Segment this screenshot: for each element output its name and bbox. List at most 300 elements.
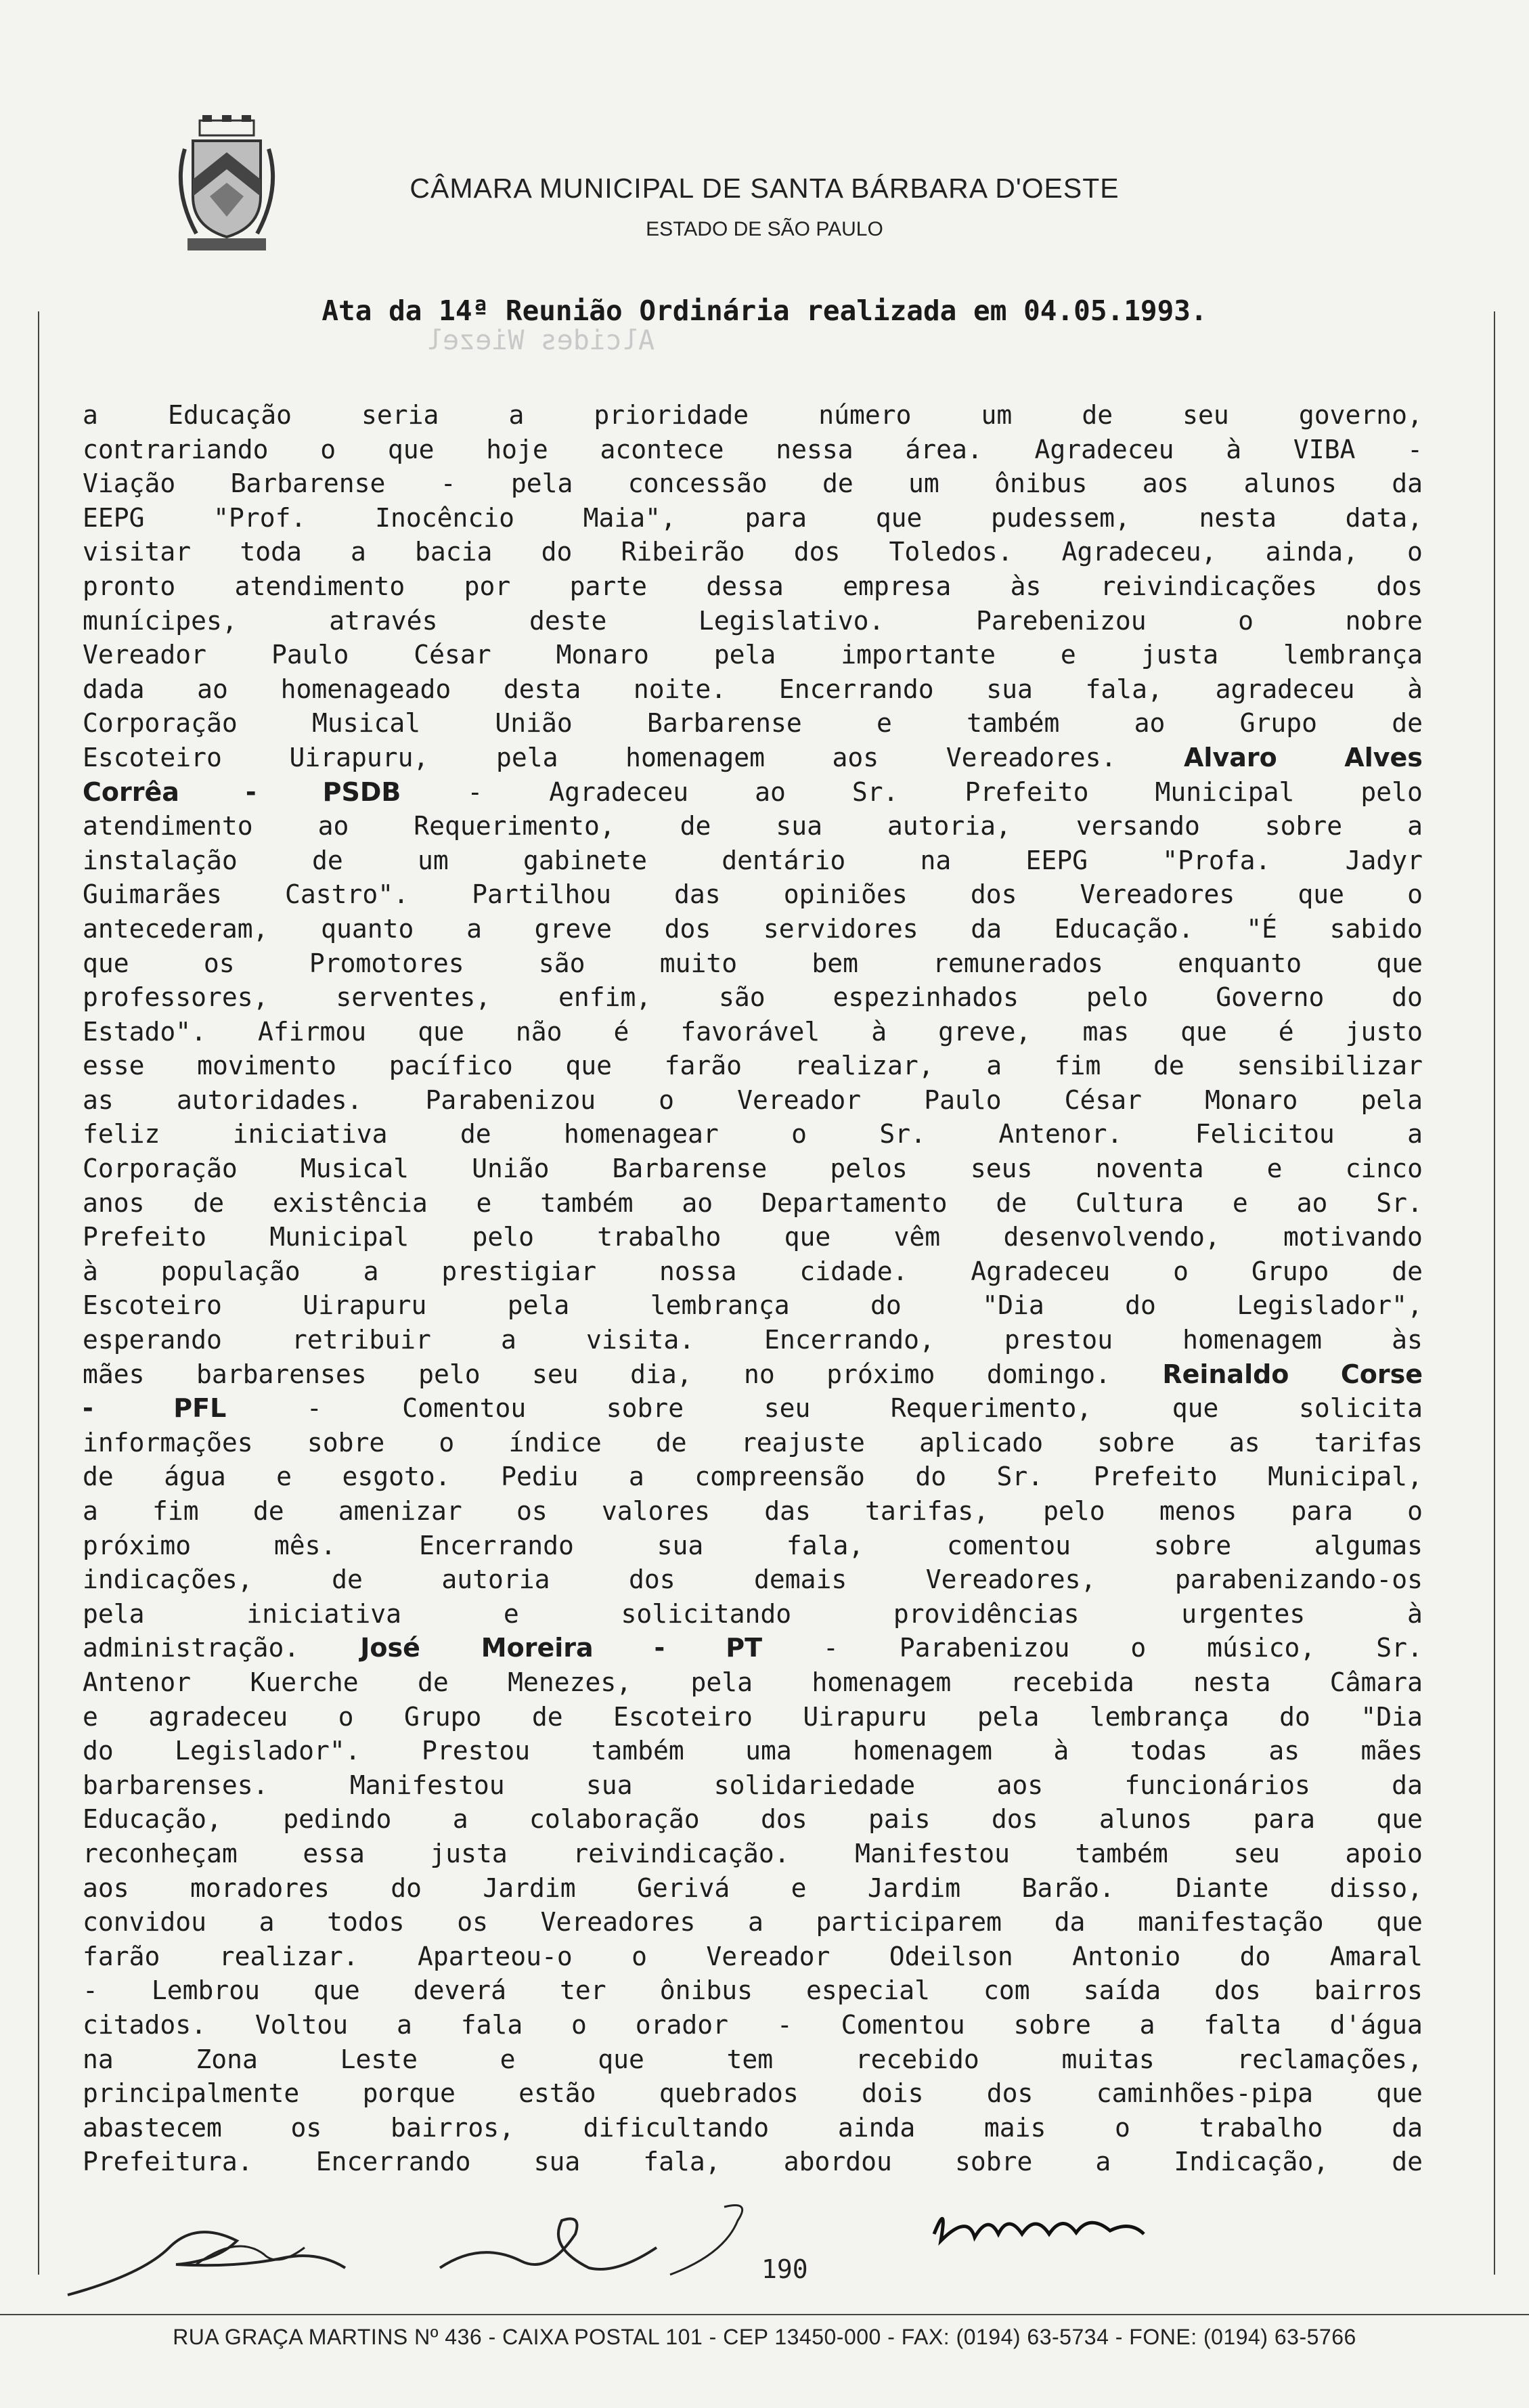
text-line	[83, 1973, 1423, 2008]
word: Departamento	[761, 1187, 948, 1218]
word: que	[875, 502, 923, 533]
word: a	[1407, 811, 1423, 841]
word: que	[387, 434, 435, 464]
word: bairros	[1314, 1975, 1423, 2006]
word: Agradeceu	[1034, 434, 1174, 464]
word: tarifas	[1314, 1427, 1423, 1458]
word: data,	[1345, 502, 1423, 533]
word: de	[1392, 1256, 1423, 1286]
word: do	[1279, 1701, 1310, 1732]
word: que	[1376, 1907, 1423, 1938]
word: os	[457, 1907, 488, 1938]
word: citados.	[83, 2009, 207, 2040]
word: Sr.	[996, 1462, 1044, 1492]
word: do	[915, 1462, 947, 1492]
word: realizar.	[219, 1941, 359, 1971]
word: às	[1392, 1325, 1423, 1355]
word: pela	[83, 1598, 145, 1629]
word: Agradeceu	[971, 1256, 1111, 1286]
word: noite.	[633, 674, 727, 704]
word: reconheçam	[83, 1838, 238, 1868]
word: por	[464, 571, 511, 601]
word: Viação	[83, 468, 176, 499]
footer-address: RUA GRAÇA MARTINS Nº 436 - CAIXA POSTAL 101 - CEP 13450-000 - FAX: (0194) 63-5734 - FONE: (0194) 63-5766	[173, 2325, 1356, 2349]
word: à	[1407, 674, 1423, 704]
word: informações	[83, 1427, 253, 1458]
left-margin-line	[38, 311, 39, 2275]
word: iniciativa	[246, 1598, 402, 1629]
word: também	[591, 1736, 684, 1766]
word: Maia",	[583, 502, 676, 533]
right-margin-line	[1494, 311, 1495, 2275]
text-line	[83, 2076, 1423, 2111]
text-line	[83, 1871, 1423, 1906]
text-line	[83, 501, 1423, 535]
word: a	[508, 400, 525, 430]
word: Escoteiro	[83, 1290, 222, 1321]
word: Prestou	[422, 1736, 531, 1766]
speaker-name-word: PSDB	[322, 776, 401, 807]
word: greve,	[938, 1016, 1032, 1047]
word: feliz	[83, 1119, 160, 1150]
word: domingo.	[986, 1359, 1111, 1389]
text-line	[83, 1220, 1423, 1254]
word: às	[1010, 571, 1042, 601]
word: dos	[628, 1564, 675, 1595]
word: sua	[585, 1770, 633, 1800]
word: dos	[761, 1804, 807, 1835]
word: próximo	[83, 1530, 192, 1560]
speaker-name-word: PFL	[173, 1393, 227, 1424]
word: de	[83, 1462, 114, 1492]
word: das	[674, 879, 721, 910]
word: Vereador	[83, 640, 207, 670]
word: mães	[83, 1359, 145, 1389]
word: também	[1075, 1838, 1168, 1868]
word: providências	[893, 1598, 1080, 1629]
word: deverá	[413, 1975, 507, 2006]
word: o	[1130, 1633, 1147, 1663]
word: funcionários	[1124, 1770, 1310, 1800]
word: à	[83, 1256, 98, 1286]
text-line	[83, 1083, 1423, 1118]
word: -	[440, 468, 456, 499]
word: mês.	[273, 1530, 336, 1560]
word: nobre	[1345, 605, 1423, 636]
word: os	[516, 1496, 548, 1526]
word: e	[503, 1598, 519, 1629]
word: instalação	[83, 845, 238, 875]
word: Encerrando	[419, 1530, 574, 1560]
word: é	[1278, 1016, 1294, 1047]
word: dois	[862, 2078, 924, 2109]
word: sobre	[1153, 1530, 1232, 1560]
word: homenagem	[853, 1736, 993, 1766]
word: importante	[841, 640, 996, 670]
word: o	[1407, 879, 1423, 910]
speaker-name-word: -	[654, 1633, 665, 1663]
word: seu	[1182, 400, 1229, 430]
text-line	[83, 946, 1423, 981]
word: da	[1054, 1907, 1086, 1938]
word: um	[417, 845, 449, 875]
word: Vereadores.	[946, 742, 1117, 772]
text-line	[83, 1426, 1423, 1460]
word: acontece	[600, 434, 724, 464]
word: que	[1376, 1804, 1423, 1835]
word: Encerrando,	[764, 1325, 935, 1355]
word: professores,	[83, 982, 269, 1013]
word: reclamações,	[1237, 2044, 1423, 2074]
word: quebrados	[659, 2078, 799, 2109]
word: de	[655, 1427, 687, 1458]
word: visita.	[585, 1325, 695, 1355]
word: sua	[986, 674, 1033, 704]
word: seu	[763, 1393, 811, 1424]
word: também	[967, 708, 1060, 739]
word: Legislador",	[1237, 1290, 1423, 1321]
word: Prefeitura.	[83, 2147, 253, 2177]
word: amenizar	[338, 1496, 462, 1526]
word: remunerados	[933, 948, 1103, 978]
word: fala,	[786, 1530, 864, 1560]
word: ao	[755, 776, 786, 807]
word: dentário	[722, 845, 846, 875]
word: do	[1239, 1941, 1271, 1971]
word: VIBA	[1293, 434, 1356, 464]
word: de	[1392, 2147, 1423, 2177]
word: quanto	[321, 913, 414, 944]
word: farão	[83, 1941, 160, 1971]
word: Educação,	[83, 1804, 222, 1835]
word: Pediu	[501, 1462, 579, 1492]
word: alunos	[1099, 1804, 1193, 1835]
word: pelo	[472, 1222, 535, 1252]
word: e	[1060, 640, 1076, 670]
word: nesta	[1193, 1667, 1271, 1697]
word: Governo	[1216, 982, 1325, 1013]
word: sobre	[1264, 811, 1343, 841]
word: as	[1268, 1736, 1300, 1766]
word: ao	[197, 674, 228, 704]
word: esperando	[83, 1325, 222, 1355]
word: ao	[1134, 708, 1166, 739]
word: agradeceu	[148, 1701, 288, 1732]
word: servidores	[763, 913, 918, 944]
word: greve	[534, 913, 612, 944]
institution-state: ESTADO DE SÃO PAULO	[646, 218, 883, 240]
word: seus	[970, 1154, 1033, 1184]
word: lembrança	[1283, 640, 1423, 670]
word: dos	[664, 913, 711, 944]
word: e	[876, 708, 892, 739]
word: a	[363, 1256, 379, 1286]
word: pelo	[418, 1359, 481, 1389]
word: bacia	[415, 537, 493, 567]
word: abastecem	[83, 2112, 222, 2143]
word: Prefeito	[83, 1222, 207, 1252]
word: enquanto	[1178, 948, 1302, 978]
word: Partilhou	[472, 879, 611, 910]
word: o	[1115, 2112, 1130, 2143]
word: de	[332, 1564, 363, 1595]
word: seu	[532, 1359, 579, 1389]
word: na	[83, 2044, 114, 2074]
word: Indicação,	[1174, 2147, 1329, 2177]
word: algumas	[1314, 1530, 1423, 1560]
word: Monaro	[1205, 1085, 1298, 1115]
word: antecederam,	[83, 913, 269, 944]
word: cinco	[1345, 1154, 1423, 1184]
word: reajuste	[740, 1427, 865, 1458]
word: participarem	[816, 1907, 1002, 1938]
word: urgentes	[1181, 1598, 1306, 1629]
word: Requerimento,	[890, 1393, 1092, 1424]
word: trabalho	[597, 1222, 722, 1252]
word: do	[1392, 982, 1423, 1013]
word: não	[515, 1016, 562, 1047]
word: pelos	[830, 1154, 908, 1184]
bleed-through-text: Alcides Wiezel	[426, 325, 655, 356]
word: abordou	[783, 2147, 892, 2177]
word: Vereadores	[540, 1907, 696, 1938]
word: -	[467, 776, 483, 807]
word: e	[83, 1701, 98, 1732]
word: autoria,	[887, 811, 1011, 841]
word: Grupo	[1251, 1256, 1329, 1286]
word: ainda	[837, 2112, 916, 2143]
word: Antonio	[1072, 1941, 1181, 1971]
word: que	[83, 948, 129, 978]
speaker-name-word: Alves	[1344, 742, 1423, 772]
word: fim	[1054, 1051, 1101, 1081]
word: disso,	[1329, 1873, 1423, 1903]
word: Kuerche	[250, 1667, 359, 1697]
word: governo,	[1298, 400, 1423, 430]
word: população	[160, 1256, 301, 1286]
word: sabido	[1329, 913, 1423, 944]
word: o	[439, 1427, 455, 1458]
page-number: 190	[761, 2254, 808, 2284]
word: prestou	[1004, 1325, 1113, 1355]
word: Corporação	[83, 1154, 238, 1184]
word: do	[870, 1290, 902, 1321]
word: indicações,	[83, 1564, 253, 1595]
word: pela	[977, 1701, 1040, 1732]
word: Vereador	[737, 1085, 862, 1115]
text-line	[83, 1254, 1423, 1289]
word: comentou	[947, 1530, 1071, 1560]
word: mães	[1360, 1736, 1423, 1766]
word: Guimarães	[83, 879, 222, 910]
word: estão	[518, 2078, 596, 2109]
text-line	[83, 2145, 1423, 2179]
text-line	[83, 1357, 1423, 1392]
word: pedindo	[283, 1804, 392, 1835]
word: uma	[745, 1736, 792, 1766]
word: aos	[832, 742, 879, 772]
word: desta	[503, 674, 581, 704]
word: Aparteou-o	[417, 1941, 573, 1971]
word: Educação.	[1054, 913, 1194, 944]
minutes-body	[83, 398, 1423, 2179]
word: que	[313, 1975, 360, 2006]
word: reivindicações	[1100, 571, 1317, 601]
word: sobre	[1013, 2009, 1091, 2040]
word: Menezes,	[508, 1667, 632, 1697]
word: as	[83, 1085, 114, 1115]
word: todas	[1130, 1736, 1207, 1766]
text-line	[83, 877, 1423, 912]
word: que	[1172, 1393, 1219, 1424]
word: atendimento	[234, 571, 405, 601]
word: essa	[303, 1838, 365, 1868]
word: apoio	[1345, 1838, 1423, 1868]
word: Barbarense	[612, 1154, 768, 1184]
word: barbarenses	[196, 1359, 367, 1389]
word: desenvolvendo,	[1003, 1222, 1220, 1252]
text-line	[83, 638, 1423, 672]
text-line	[83, 1288, 1423, 1323]
word: nessa	[776, 434, 854, 464]
word: Sr.	[1376, 1633, 1423, 1663]
text-line	[83, 912, 1423, 946]
word: todos	[327, 1907, 405, 1938]
word: seu	[1233, 1838, 1280, 1868]
word: Municipal	[269, 1222, 409, 1252]
word: caminhões-pipa	[1096, 2078, 1314, 2109]
word: que	[418, 1016, 464, 1047]
word: homenagem	[812, 1667, 952, 1697]
speaker-name-word: Corrêa	[83, 776, 179, 807]
word: ao	[317, 811, 349, 841]
word: enfim,	[558, 982, 652, 1013]
word: movimento	[197, 1051, 337, 1081]
word: o	[1407, 1496, 1423, 1526]
word: a	[747, 1907, 763, 1938]
word: gabinete	[523, 845, 647, 875]
word: aplicado	[919, 1427, 1044, 1458]
word: fala	[460, 2009, 523, 2040]
word: aos	[996, 1770, 1044, 1800]
word: aos	[83, 1873, 129, 1903]
word: a	[83, 400, 98, 430]
word: pela	[495, 742, 558, 772]
word: Paulo	[924, 1085, 1002, 1115]
word: de	[252, 1496, 284, 1526]
word: Jardim	[483, 1873, 576, 1903]
word: justa	[1140, 640, 1219, 670]
word: justa	[430, 1838, 508, 1868]
word: Uirapuru	[303, 1290, 427, 1321]
word: sensibilizar	[1237, 1051, 1423, 1081]
word: Comentou	[402, 1393, 527, 1424]
word: realizar,	[794, 1051, 934, 1081]
word: a	[259, 1907, 275, 1938]
word: sobre	[606, 1393, 684, 1424]
word: Uirapuru,	[289, 742, 429, 772]
word: favorável	[680, 1016, 820, 1047]
word: pela	[713, 640, 776, 670]
word: do	[391, 1873, 422, 1903]
word: os	[290, 2112, 322, 2143]
text-line	[83, 1768, 1423, 1803]
text-line	[83, 706, 1423, 741]
word: Barão.	[1021, 1873, 1115, 1903]
word: da	[1392, 1770, 1423, 1800]
text-line	[83, 1802, 1423, 1837]
text-line	[83, 433, 1423, 467]
word: principalmente	[83, 2078, 300, 2109]
word: Legislativo.	[698, 605, 885, 636]
word: esgoto.	[342, 1462, 451, 1492]
word: de	[680, 811, 711, 841]
word: porque	[362, 2078, 456, 2109]
speaker-name-word: -	[83, 1393, 93, 1424]
word: a	[986, 1051, 1002, 1081]
text-line	[83, 844, 1423, 878]
word: sua	[776, 811, 822, 841]
word: do	[1125, 1290, 1156, 1321]
word: pela	[690, 1667, 753, 1697]
text-line	[83, 1631, 1423, 1665]
word: da	[1392, 468, 1423, 499]
word: tarifas,	[864, 1496, 990, 1526]
word: Afirmou	[258, 1016, 367, 1047]
word: e	[1232, 1187, 1248, 1218]
word: deste	[529, 605, 607, 636]
word: EEPG	[1025, 845, 1088, 875]
word: pelo	[1360, 776, 1423, 807]
word: opiniões	[783, 879, 908, 910]
word: Leste	[340, 2044, 418, 2074]
word: versando	[1076, 811, 1200, 841]
word: água	[164, 1462, 226, 1492]
word: Educação	[167, 400, 292, 430]
word: a	[396, 2009, 412, 2040]
word: nesta	[1199, 502, 1277, 533]
word: Diante	[1176, 1873, 1269, 1903]
word: falta	[1203, 2009, 1281, 2040]
word: -	[83, 1975, 98, 2006]
word: o	[1238, 605, 1254, 636]
word: no	[744, 1359, 775, 1389]
word: motivando	[1283, 1222, 1423, 1252]
text-line	[83, 1015, 1423, 1049]
word: homenagear	[564, 1119, 719, 1150]
word: hoje	[486, 434, 548, 464]
word: Zona	[196, 2044, 258, 2074]
word: Comentou	[841, 2009, 965, 2040]
text-line	[83, 1117, 1423, 1152]
word: Monaro	[556, 640, 649, 670]
institution-name: CÂMARA MUNICIPAL DE SANTA BÁRBARA D'OESTE	[409, 173, 1120, 204]
word: mas	[1082, 1016, 1130, 1047]
word: Gerivá	[636, 1873, 730, 1903]
word: Agradeceu,	[1061, 537, 1217, 567]
footer-rule	[0, 2314, 1529, 2315]
word: dia,	[630, 1359, 692, 1389]
word: iniciativa	[232, 1119, 388, 1150]
word: esse	[83, 1051, 145, 1081]
word: toda	[240, 537, 302, 567]
word: de	[418, 1667, 449, 1697]
text-line	[83, 1700, 1423, 1734]
word: pronto	[83, 571, 176, 601]
word: Prefeito	[1093, 1462, 1218, 1492]
word: especial	[805, 1975, 931, 2006]
word: os	[203, 948, 235, 978]
